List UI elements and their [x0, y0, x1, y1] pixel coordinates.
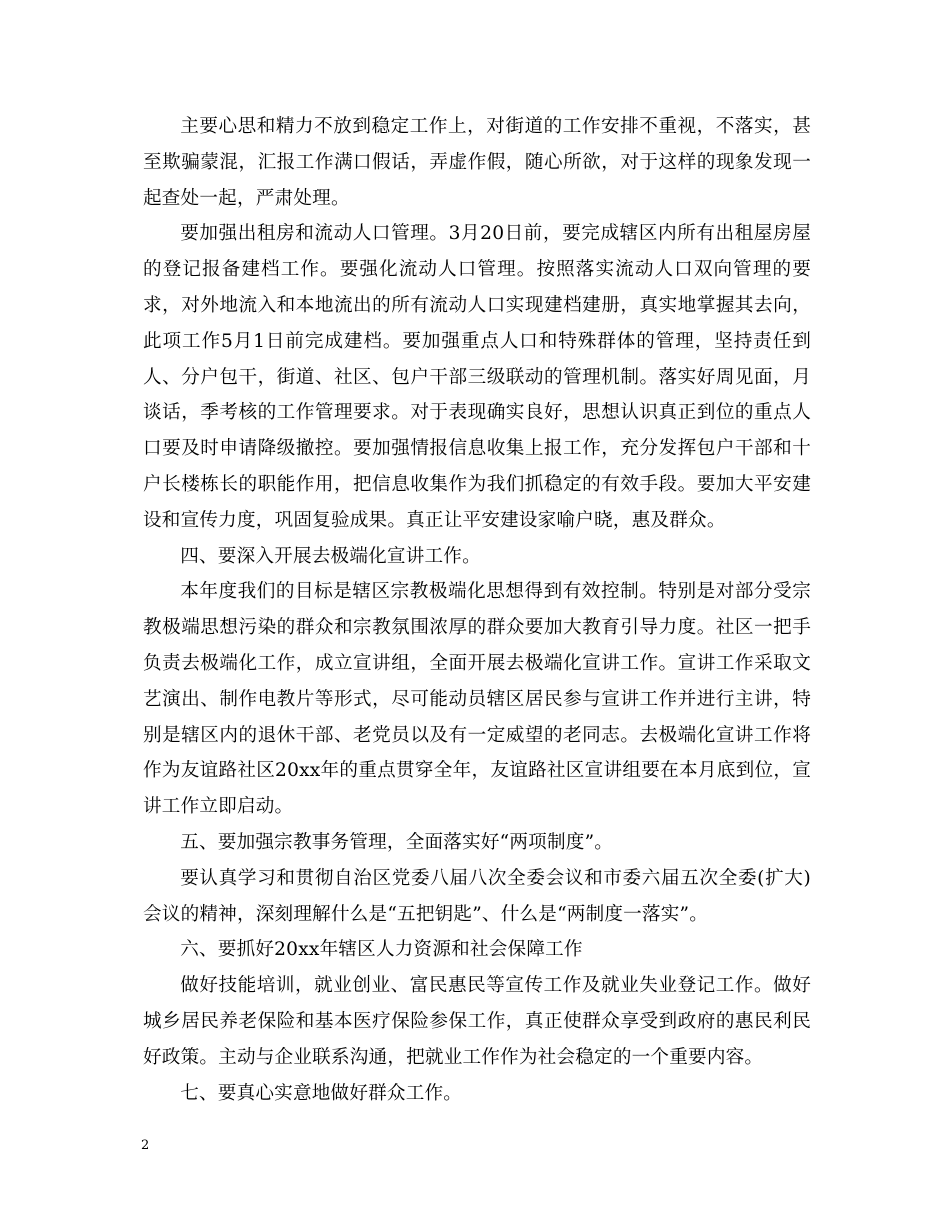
paragraph-social-security: 做好技能培训，就业创业、富民惠民等宣传工作及就业失业登记工作。做好城乡居民养老保险和基本医疗保险参保工作，真正使群众享受到政府的惠民利民好政策。主动与企业联系沟通，把就业工作作为社会稳定的一个重要内容。 — [143, 975, 811, 1068]
paragraph-deradicalization: 本年度我们的目标是辖区宗教极端化思想得到有效控制。特别是对部分受宗教极端思想污染的群众和宗教氛围浓厚的群众要加大教育引导力度。社区一把手负责去极端化工作，成立宣讲组，全面开展去极端化宣讲工作。宣讲工作采取文艺演出、制作电教片等形式，尽可能动员辖区居民参与宣讲工作并进行主讲，特别是辖区内的退休干部、老党员以及有一定威望的老同志。去极端化宣讲工作将作为友谊路社区20xx年的重点贯穿全年，友谊路社区宣讲组要在本月底到位，宣讲工作立即启动。 — [143, 581, 811, 818]
paragraph-continuation: 主要心思和精力不放到稳定工作上，对街道的工作安排不重视，不落实，甚至欺骗蒙混，汇报工作满口假话，弄虚作假，随心所欲，对于这样的现象发现一起查处一起，严肃处理。 — [143, 116, 811, 209]
section-heading-7: 七、要真心实意地做好群众工作。 — [180, 1082, 463, 1104]
section-heading-4: 四、要深入开展去极端化宣讲工作。 — [180, 545, 481, 567]
page-number: 2 — [141, 1138, 150, 1153]
document-body — [143, 109, 811, 1111]
section-heading-5: 五、要加强宗教事务管理，全面落实好“两项制度”。 — [180, 831, 614, 853]
section-heading-6: 六、要抓好20xx年辖区人力资源和社会保障工作 — [180, 939, 583, 961]
paragraph-rental-housing: 要加强出租房和流动人口管理。3月20日前，要完成辖区内所有出租屋房屋的登记报备建档工作。要强化流动人口管理。按照落实流动人口双向管理的要求，对外地流入和本地流出的所有流动人口实现建档建册，真实地掌握其去向，此项工作5月1日前完成建档。要加强重点人口和特殊群体的管理，坚持责任到人、分户包干，街道、社区、包户干部三级联动的管理机制。落实好周见面，月谈话，季考核的工作管理要求。对于表现确实良好，思想认识真正到位的重点人口要及时申请降级撤控。要加强情报信息收集上报工作，充分发挥包户干部和十户长楼栋长的职能作用，把信息收集作为我们抓稳定的有效手段。要加大平安建设和宣传力度，巩固复验成果。真正让平安建设家喻户晓，惠及群众。 — [143, 223, 811, 531]
paragraph-religious-affairs: 要认真学习和贯彻自治区党委八届八次全委会议和市委六届五次全委(扩大)会议的精神，深刻理解什么是“五把钥匙”、什么是“两制度一落实”。 — [143, 867, 811, 925]
